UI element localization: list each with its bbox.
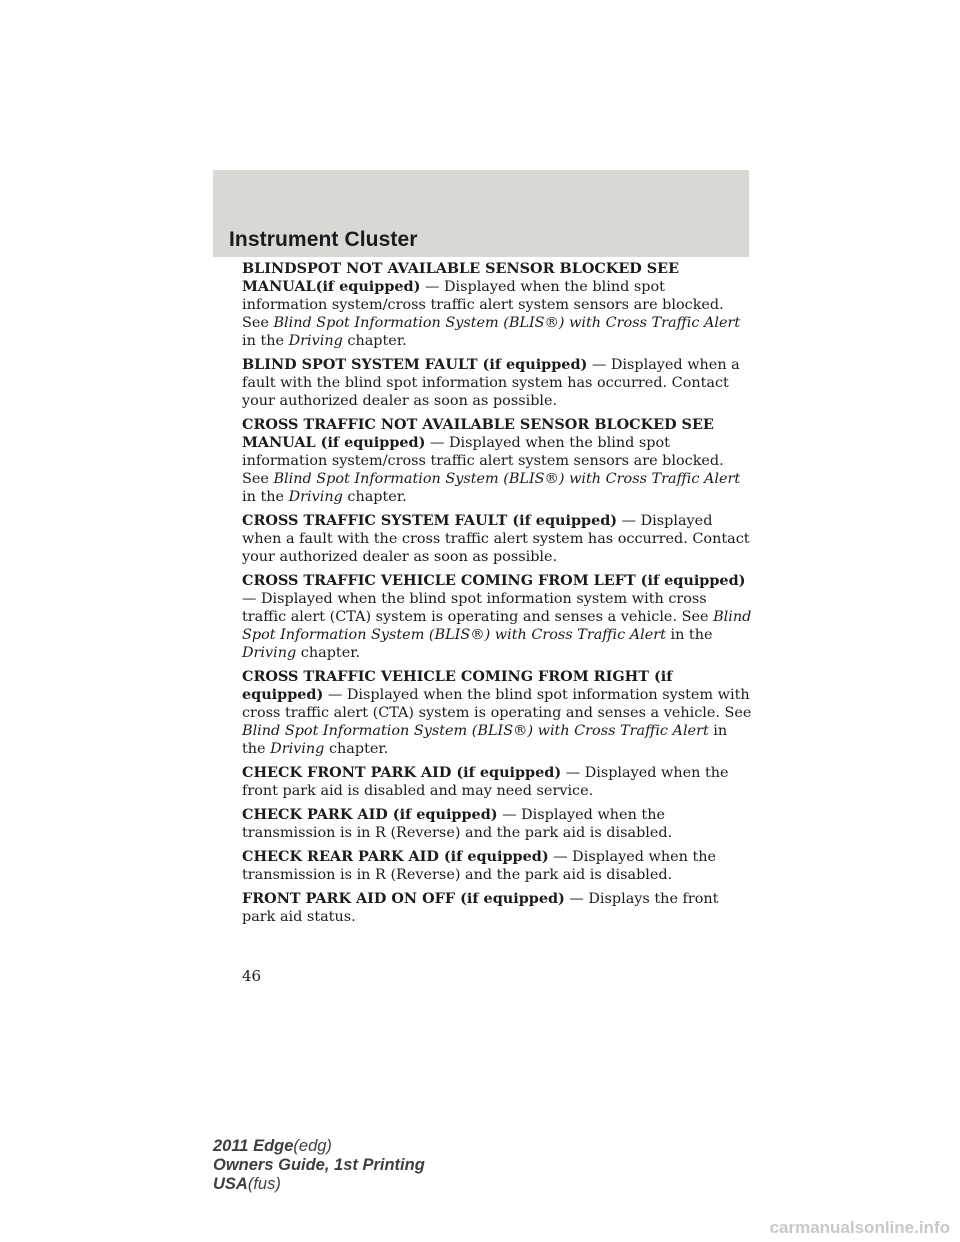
message-list (242, 260, 754, 932)
message-description: — Displayed when a fault with the cross traffic alert system has occurred. Contact your authorized dealer as soon as possible. (242, 513, 750, 565)
cross-reference: Blind Spot Information System (BLIS®) with Cross Traffic Alert (273, 315, 741, 331)
message-term: BLINDSPOT NOT AVAILABLE SENSOR BLOCKED SEE MANUAL(if equipped) (242, 260, 680, 295)
message-term: CHECK PARK AID (if equipped) (242, 806, 498, 823)
reference-connector: in the (242, 489, 289, 505)
page-number: 46 (242, 967, 262, 985)
footer-model-code: (edg) (293, 1137, 332, 1155)
reference-tail: chapter. (324, 741, 389, 757)
footer-guide: Owners Guide, 1st Printing (213, 1156, 425, 1174)
message-entry (242, 260, 754, 350)
message-term: FRONT PARK AID ON OFF (if equipped) (242, 890, 565, 907)
message-entry (242, 668, 754, 758)
message-term: CROSS TRAFFIC VEHICLE COMING FROM RIGHT (if equipped) (242, 668, 673, 703)
section-header-band (213, 170, 749, 257)
chapter-reference: Driving (288, 489, 343, 505)
message-entry (242, 806, 754, 842)
reference-connector: in the (665, 627, 713, 643)
footer-guide-line (213, 1156, 425, 1175)
message-entry (242, 356, 754, 410)
cross-reference: Blind Spot Information System (BLIS®) with Cross Traffic Alert (273, 471, 741, 487)
message-entry (242, 848, 754, 884)
reference-tail: chapter. (342, 333, 407, 349)
message-entry (242, 572, 754, 662)
message-description: — Displayed when the blind spot information system with cross traffic alert (CTA) system is operating and senses a vehicle. See (242, 591, 714, 625)
chapter-reference: Driving (242, 645, 297, 661)
message-description: — Displayed when the front park aid is disabled and may need service. (242, 765, 729, 799)
message-term: CROSS TRAFFIC NOT AVAILABLE SENSOR BLOCKED SEE MANUAL (if equipped) (242, 416, 714, 451)
footer-model: 2011 Edge (213, 1137, 294, 1155)
message-description: — Displayed when a fault with the blind spot information system has occurred. Contact your authorized dealer as soon as possible. (242, 357, 740, 409)
reference-tail: chapter. (296, 645, 361, 661)
message-term: CHECK REAR PARK AID (if equipped) (242, 848, 549, 865)
message-entry (242, 764, 754, 800)
footer-model-line (213, 1137, 425, 1156)
footer-market: USA (213, 1175, 248, 1193)
message-term: CHECK FRONT PARK AID (if equipped) (242, 764, 562, 781)
footer-market-line (213, 1175, 425, 1194)
message-description: — Displayed when the blind spot information system/cross traffic alert system sensors are blocked. See (242, 279, 724, 331)
chapter-reference: Driving (270, 741, 325, 757)
reference-connector: in the (242, 333, 289, 349)
message-description: — Displayed when the transmission is in R (Reverse) and the park aid is disabled. (242, 849, 717, 883)
print-footer (213, 1137, 425, 1194)
message-entry (242, 512, 754, 566)
message-term: BLIND SPOT SYSTEM FAULT (if equipped) (242, 356, 588, 373)
message-description: — Displays the front park aid status. (242, 891, 719, 925)
message-term: CROSS TRAFFIC VEHICLE COMING FROM LEFT (if equipped) (242, 572, 746, 589)
reference-tail: chapter. (342, 489, 407, 505)
message-entry (242, 416, 754, 506)
cross-reference: Blind Spot Information System (BLIS®) with Cross Traffic Alert (242, 723, 709, 739)
message-term: CROSS TRAFFIC SYSTEM FAULT (if equipped) (242, 512, 618, 529)
cross-reference: Blind Spot Information System (BLIS®) with Cross Traffic Alert (242, 609, 752, 643)
section-title: Instrument Cluster (229, 228, 418, 251)
message-description: — Displayed when the blind spot information system/cross traffic alert system sensors are blocked. See (242, 435, 724, 487)
footer-market-code: (fus) (247, 1175, 281, 1193)
reference-connector: in the (242, 723, 728, 757)
message-entry (242, 890, 754, 926)
site-watermark: carmanualsonline.info (769, 1218, 950, 1237)
message-description: — Displayed when the blind spot information system with cross traffic alert (CTA) system is operating and senses a vehicle. See (242, 687, 752, 721)
chapter-reference: Driving (288, 333, 343, 349)
message-description: — Displayed when the transmission is in R (Reverse) and the park aid is disabled. (242, 807, 673, 841)
